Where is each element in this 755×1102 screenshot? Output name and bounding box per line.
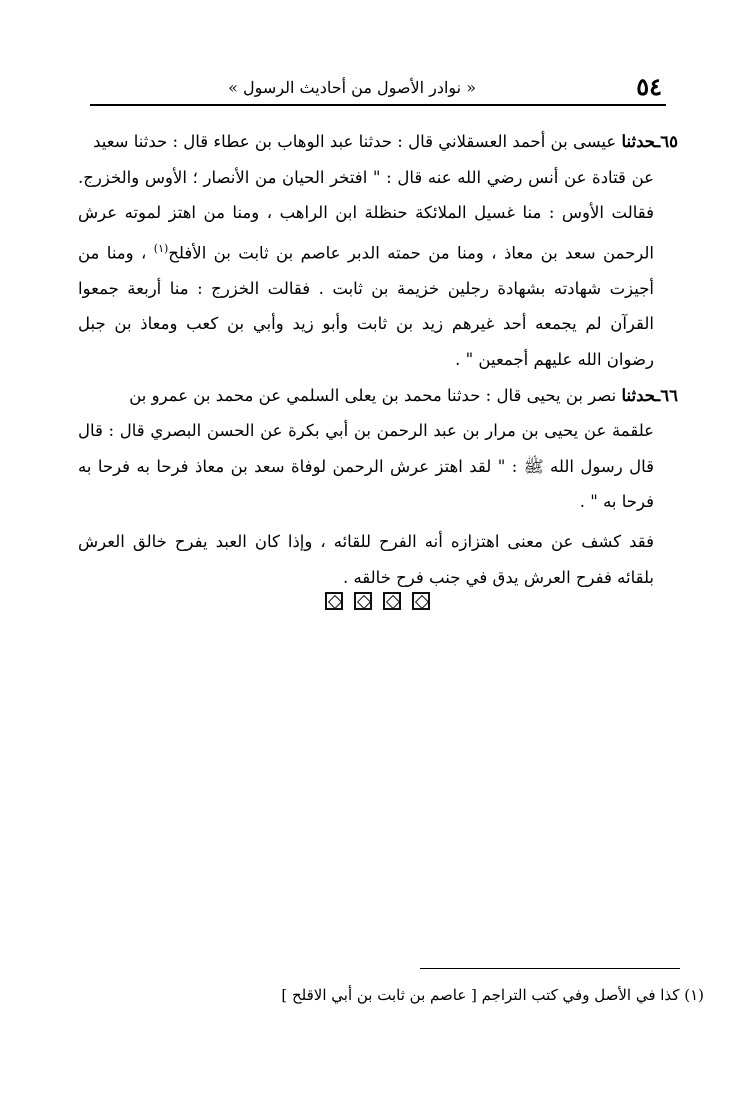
hadith-opening-word: حدثنا (621, 385, 656, 405)
hadith-text-first-line: نصر بن يحيى قال : حدثنا محمد بن يعلى السلمي عن محمد بن عمرو بن (129, 385, 617, 405)
hadith-number: ٦٦ـ (655, 385, 678, 405)
hadith-number: ٦٥ـ (655, 132, 678, 151)
ornament-icon (383, 592, 401, 610)
hadith-text-continuation (78, 160, 678, 378)
footnote-separator (420, 968, 680, 969)
hadith-text-part: عن قتادة عن أنس رضي الله عنه قال : " افتخر الحيان من الأنصار ؛ الأوس والخزرج. فقالت الأوس : منا غسيل الملائكة حنظلة ابن الراهب ، ومنا من اهتز لموته عرش الرحمن سعد بن معاذ ، ومنا من حمته الدبر عاصم بن ثابت بن الأفلح (78, 167, 654, 263)
ornament-icon (412, 592, 430, 610)
page-header (90, 74, 666, 106)
section-divider-ornaments (0, 592, 755, 614)
footnote: (١) كذا في الأصل وفي كتب التراجم [ عاصم بن ثابت بن أبي الاقلح ] (281, 986, 704, 1004)
footnote-marker: (١) (153, 241, 169, 255)
page-number: ٥٤ (636, 72, 662, 101)
hadith-text-continuation: علقمة عن يحيى بن مرار بن عبد الرحمن بن أبي بكرة عن الحسن البصري قال : قال قال رسول الله ﷺ : " لقد اهتز عرش الرحمن لوفاة سعد بن معاذ فرحا به فرحا به فرحا به " . (78, 421, 654, 512)
hadith-opening-word: حدثنا (621, 132, 656, 151)
hadith-text-first-line: عيسى بن أحمد العسقلاني قال : حدثنا عبد الوهاب بن عطاء قال : حدثنا سعيد (93, 132, 617, 151)
ornament-icon (354, 592, 372, 610)
main-text (78, 124, 678, 595)
ornament-icon (325, 592, 343, 610)
hadith-65 (78, 124, 678, 378)
running-title: « نوادر الأصول من أحاديث الرسول » (228, 78, 476, 97)
hadith-text-part: ، ومنا من أجيزت شهادته بشهادة رجلين خزيمة بن ثابت . فقالت الخزرج : منا أربعة جمعوا القرآن لم يجمعه أحد غيرهم زيد بن ثابت وأبو زيد وأبي بن كعب ومعاذ بن جبل رضوان الله عليهم أجمعين " . (78, 243, 654, 370)
commentary-paragraph: فقد كشف عن معنى اهتزازه أنه الفرح للقائه ، وإذا كان العبد يفرح خالق العرش بلقائه ففرح العرش يدق في جنب فرح خالقه . (78, 532, 654, 587)
hadith-66 (78, 378, 678, 520)
